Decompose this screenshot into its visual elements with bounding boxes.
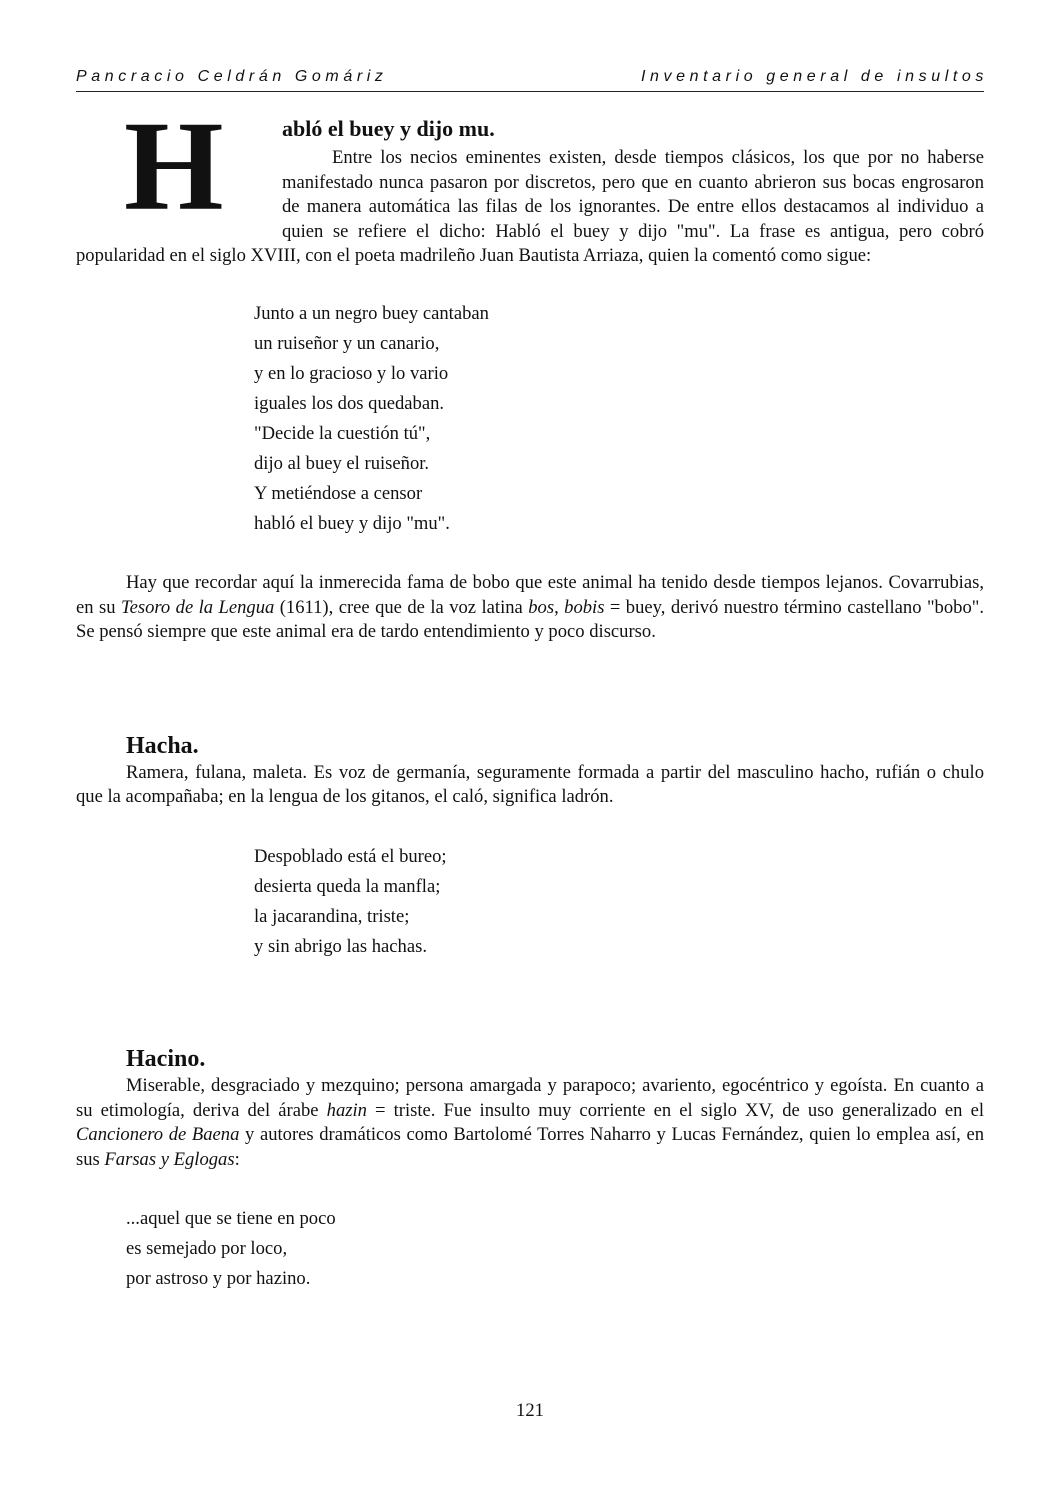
verse-block — [76, 842, 984, 962]
verse-line: Y metiéndose a censor — [254, 482, 423, 504]
verse-block — [76, 1204, 984, 1294]
verse-line: ...aquel que se tiene en poco — [126, 1208, 336, 1230]
page-body — [76, 95, 984, 1294]
verse-line: Despoblado está el bureo; — [254, 845, 447, 867]
header-book-title: Inventario general de insultos — [640, 68, 988, 85]
entry-paragraph: Miserable, desgraciado y mezquino; persona amargada y parapoco; avariento, egocéntrico y egoísta. En cuanto a su etimología, deriva del árabe hazin = triste. Fue insulto muy corriente en el siglo XV, de uso generalizado en el Cancionero de Baena y autores dramáticos como Bartolomé Torres Naharro y Lucas Fernández, quien lo emplea así, en sus Farsas y Eglogas: — [76, 1074, 984, 1170]
entry-title: Hacino. — [126, 1045, 206, 1072]
verse-line: y sin abrigo las hachas. — [254, 935, 427, 957]
entry-paragraph: Entre los necios eminentes existen, desde tiempos clásicos, los que por no haberse manifestado nunca pasaron por discretos, pero que en cuanto abrieron sus bocas engrosaron de manera automática las filas de los ignorantes. De entre ellos destacamos al individuo a quien se refiere el dicho: Habló el buey y dijo "mu". La frase es antigua, pero cobró popularidad en el siglo XVIII, con el poeta madrileño Juan Bautista Arriaza, quien la comentó como sigue: — [76, 147, 984, 267]
page-number: 121 — [516, 1400, 544, 1421]
verse-line: Junto a un negro buey cantaban — [254, 302, 489, 324]
verse-line: un ruiseñor y un canario, — [254, 332, 440, 354]
verse-line: dijo al buey el ruiseñor. — [254, 452, 430, 474]
verse-line: es semejado por loco, — [126, 1238, 288, 1260]
entry-title: Hacha. — [126, 732, 199, 759]
verse-line: iguales los dos quedaban. — [254, 392, 445, 414]
entry-hablo-el-buey — [76, 95, 984, 645]
entry-paragraph: Hay que recordar aquí la inmerecida fama de bobo que este animal ha tenido desde tiempos lejanos. Covarrubias, en su Tesoro de la Lengua (1611), cree que de la voz latina bos, bobis = buey, derivó nuestro término castellano "bobo". Se pensó siempre que este animal era de tardo entendimiento y poco discurso. — [76, 571, 984, 643]
drop-cap: H — [124, 95, 224, 237]
verse-line: habló el buey y dijo "mu". — [254, 512, 450, 534]
running-header — [76, 68, 988, 92]
verse-line: "Decide la cuestión tú", — [254, 422, 431, 444]
entry-hacha — [76, 731, 984, 962]
verse-block — [76, 299, 984, 539]
verse-line: desierta queda la manfla; — [254, 875, 441, 897]
entry-hacino — [76, 1044, 984, 1294]
entry-paragraph: Ramera, fulana, maleta. Es voz de germanía, seguramente formada a partir del masculino hacho, rufián o chulo que la acompañaba; en la lengua de los gitanos, el caló, significa ladrón. — [76, 761, 984, 808]
entry-title: abló el buey y dijo mu. — [282, 116, 495, 141]
verse-line: y en lo gracioso y lo vario — [254, 362, 449, 384]
verse-line: la jacarandina, triste; — [254, 905, 410, 927]
verse-line: por astroso y por hazino. — [126, 1268, 311, 1290]
header-author: Pancracio Celdrán Gomáriz — [76, 68, 388, 85]
